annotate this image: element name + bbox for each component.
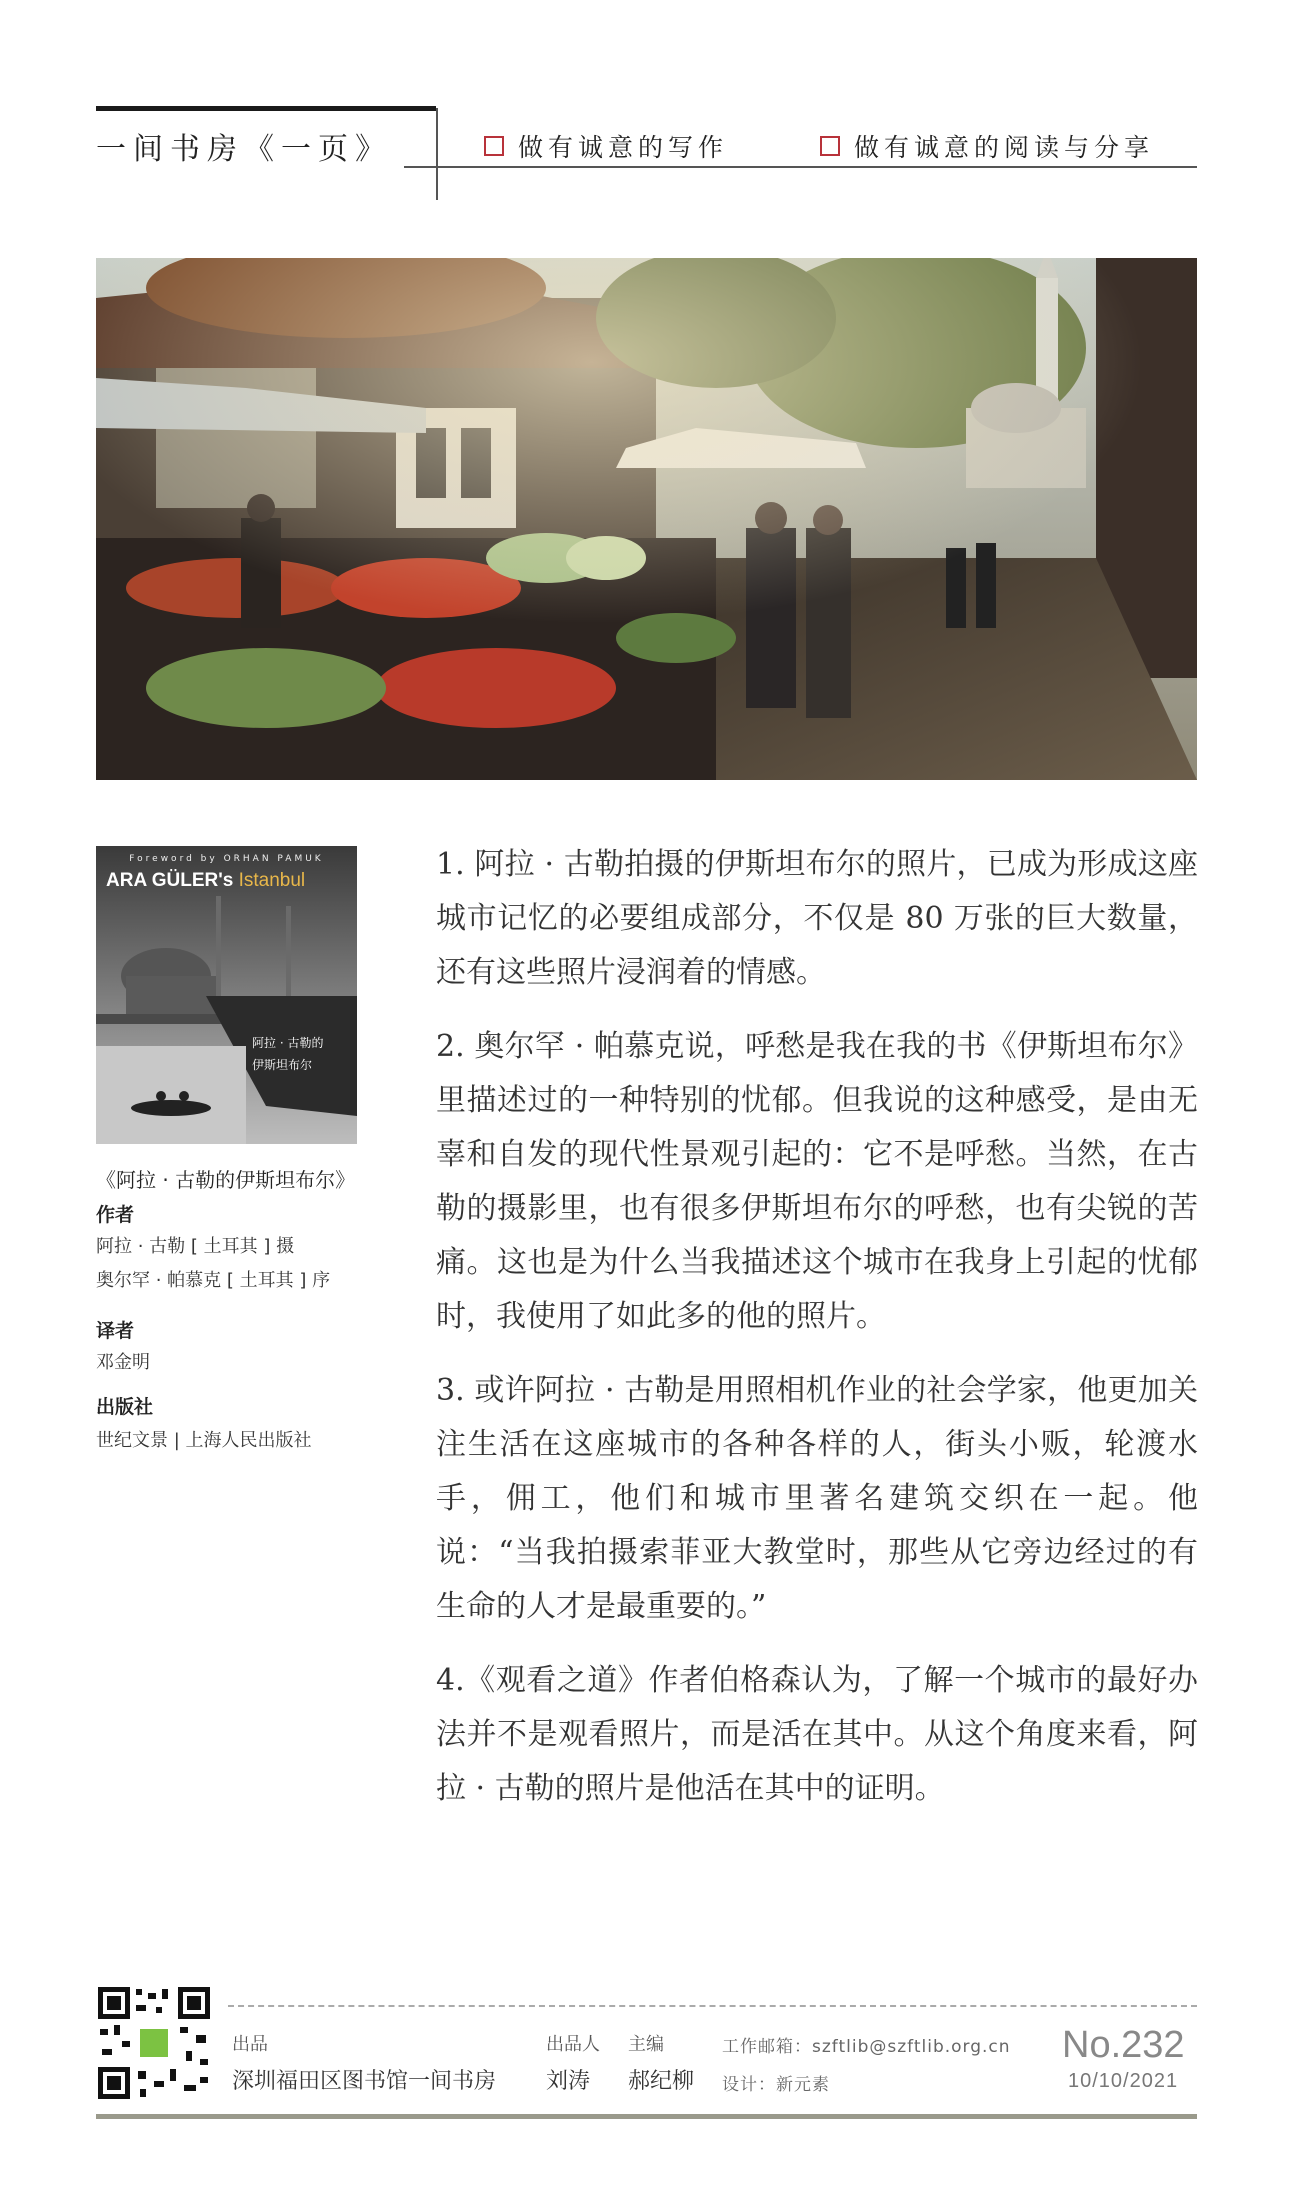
producer-name: 深圳福田区图书馆一间书房 xyxy=(232,2069,497,2094)
book-title: 《阿拉 · 古勒的伊斯坦布尔》 xyxy=(96,1168,356,1192)
checkbox-icon xyxy=(820,136,840,156)
cover-title-istanbul: Istanbul xyxy=(238,870,306,891)
publisher-label: 出版社 xyxy=(96,1396,154,1418)
author-list xyxy=(96,1230,330,1298)
qr-code-icon[interactable] xyxy=(96,1985,212,2101)
footer-rule xyxy=(96,2114,1197,2119)
hero-photo xyxy=(96,258,1197,780)
contact-email: 工作邮箱：szftlib@szftlib.org.cn xyxy=(722,2037,1011,2057)
author-item: 阿拉 · 古勒 [ 土耳其 ] 摄 xyxy=(96,1236,295,1257)
editor-label: 主编 xyxy=(628,2034,664,2055)
book-cover xyxy=(96,846,357,1144)
publisher-person-name: 刘涛 xyxy=(546,2069,591,2094)
page-title: 一间书房《一页》 xyxy=(96,132,392,167)
publisher-person-label: 出品人 xyxy=(546,2034,600,2055)
editor-name: 郝纪柳 xyxy=(628,2069,695,2094)
header-divider xyxy=(436,108,438,200)
issue-date: 10/10/2021 xyxy=(1068,2070,1179,2092)
article-paragraph: 4.《观看之道》作者伯格森认为，了解一个城市的最好办法并不是观看照片，而是活在其中。从这个角度来看，阿拉 · 古勒的照片是他活在其中的证明。 xyxy=(436,1663,1198,1806)
slogan-reading xyxy=(820,128,1154,164)
slogan-reading-label: 做有诚意的阅读与分享 xyxy=(854,133,1155,162)
slogan-writing xyxy=(484,128,728,164)
translator-label: 译者 xyxy=(96,1320,135,1342)
cover-title-cn-line1: 阿拉 · 古勒的 xyxy=(252,1036,324,1050)
design-credit: 设计：新元素 xyxy=(722,2075,830,2095)
cover-title-cn xyxy=(252,1032,323,1076)
author-item: 奥尔罕 · 帕慕克 [ 土耳其 ] 序 xyxy=(96,1270,331,1291)
footer-divider xyxy=(228,2005,1197,2007)
producer-label: 出品 xyxy=(232,2034,268,2055)
publisher-name: 世纪文景 | 上海人民出版社 xyxy=(96,1430,312,1451)
article-paragraph: 1. 阿拉 · 古勒拍摄的伊斯坦布尔的照片，已成为形成这座城市记忆的必要组成部分，不仅是 80 万张的巨大数量，还有这些照片浸润着的情感。 xyxy=(436,847,1198,990)
cover-title-cn-line2: 伊斯坦布尔 xyxy=(252,1058,313,1072)
slogan-writing-label: 做有诚意的写作 xyxy=(518,133,729,162)
cover-foreword: Foreword by ORHAN PAMUK xyxy=(129,854,324,864)
article-paragraph: 3. 或许阿拉 · 古勒是用照相机作业的社会学家，他更加关注生活在这座城市的各种各样的人，街头小贩，轮渡水手，佣工，他们和城市里著名建筑交织在一起。他说：“当我拍摄索菲亚大教堂时，那些从它旁边经过的有生命的人才是最重要的。” xyxy=(436,1373,1198,1624)
cover-title xyxy=(106,870,357,892)
header-underline xyxy=(404,166,1197,168)
author-label: 作者 xyxy=(96,1204,135,1226)
translator-name: 邓金明 xyxy=(96,1352,150,1373)
article-paragraph: 2. 奥尔罕 · 帕慕克说，呼愁是我在我的书《伊斯坦布尔》里描述过的一种特别的忧郁。但我说的这种感受，是由无辜和自发的现代性景观引起的：它不是呼愁。当然，在古勒的摄影里，也有很多伊斯坦布尔的呼愁，也有尖锐的苦痛。这也是为什么当我描述这个城市在我身上引起的忧郁时，我使用了如此多的他的照片。 xyxy=(436,1029,1198,1334)
article-body xyxy=(436,838,1198,1836)
cover-title-prefix: ARA GÜLER's xyxy=(106,870,234,891)
checkbox-icon xyxy=(484,136,504,156)
header-top-rule xyxy=(96,106,436,111)
issue-number: No.232 xyxy=(1062,2024,1185,2066)
